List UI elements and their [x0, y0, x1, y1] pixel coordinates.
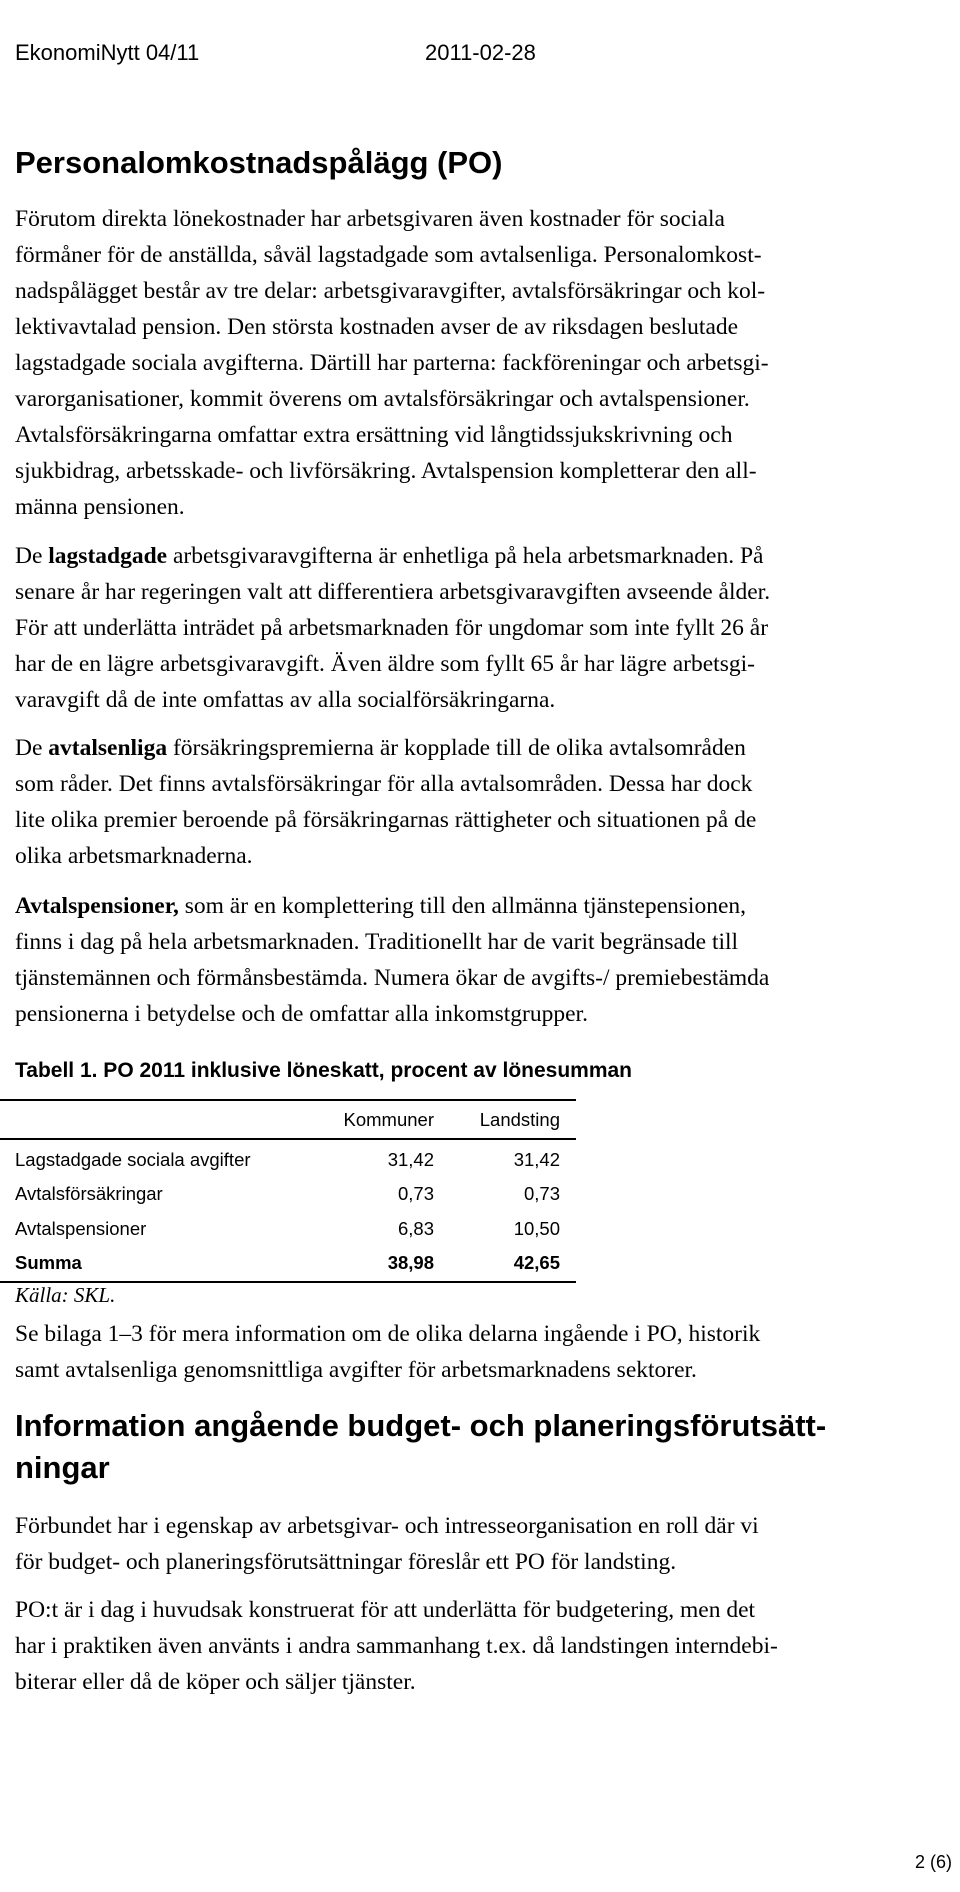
text-line: sjukbidrag, arbetsskade- och livförsäkring. Avtalspension kompletterar den all-	[15, 458, 757, 484]
text-line: olika arbetsmarknaderna.	[15, 843, 253, 869]
text-line: förmåner för de anställda, såväl lagstadgade som avtalsenliga. Personalomkost-	[15, 242, 762, 268]
text-run: De	[15, 735, 49, 761]
table-row	[0, 1212, 576, 1246]
text-line: Se bilaga 1–3 för mera information om de olika delarna ingående i PO, historik	[15, 1321, 761, 1347]
text-line: PO:t är i dag i huvudsak konstruerat för att underlätta för budgetering, men det	[15, 1597, 756, 1623]
table-row	[0, 1177, 576, 1211]
text-line: lite olika premier beroende på försäkringarnas rättigheter och situationen på de	[15, 807, 757, 833]
cell-kommuner: 31,42	[387, 1149, 434, 1170]
text-run: som är en komplettering till den allmänna tjänstepensionen,	[178, 893, 746, 919]
section-title-budget	[15, 1405, 826, 1489]
table-row	[0, 1143, 576, 1177]
text-line: lagstadgade sociala avgifterna. Därtill har parterna: fackföreningar och arbetsgi-	[15, 350, 769, 376]
emphasis-avtalsenliga: avtalsenliga	[48, 735, 168, 761]
paragraph-intro	[15, 201, 945, 525]
cell-landsting: 31,42	[513, 1149, 560, 1170]
text-line: Förbundet har i egenskap av arbetsgivar- och intresseorganisation en roll där vi	[15, 1513, 759, 1539]
cell-landsting: 10,50	[513, 1218, 560, 1239]
table-caption: Tabell 1. PO 2011 inklusive löneskatt, procent av lönesumman	[15, 1059, 633, 1082]
row-label-total: Summa	[15, 1252, 82, 1273]
cell-total-landsting: 42,65	[513, 1252, 560, 1273]
row-label: Lagstadgade sociala avgifter	[15, 1149, 251, 1170]
paragraph-lagstadgade	[15, 538, 945, 718]
text-line	[15, 538, 945, 574]
title-line: ningar	[15, 1450, 110, 1485]
text-line: samt avtalsenliga genomsnittliga avgifter för arbetsmarknadens sektorer.	[15, 1357, 697, 1383]
row-label: Avtalspensioner	[15, 1218, 147, 1239]
page-number: 2 (6)	[915, 1852, 953, 1872]
column-header-kommuner: Kommuner	[343, 1109, 434, 1130]
text-run: arbetsgivaravgifterna är enhetliga på hela arbetsmarknaden. På	[167, 543, 764, 569]
table-top-rule	[0, 1099, 576, 1101]
text-line: som råder. Det finns avtalsförsäkringar för alla avtalsområden. Dessa har dock	[15, 771, 753, 797]
text-line: har de en lägre arbetsgivaravgift. Även äldre som fyllt 65 år har lägre arbetsgi-	[15, 651, 755, 677]
text-line: varavgift då de inte omfattas av alla socialförsäkringarna.	[15, 687, 556, 713]
publication-name: EkonomiNytt 04/11	[15, 40, 200, 65]
cell-total-kommuner: 38,98	[387, 1252, 434, 1273]
row-label: Avtalsförsäkringar	[15, 1183, 163, 1204]
text-line: pensionerna i betydelse och de omfattar alla inkomstgrupper.	[15, 1001, 588, 1027]
text-line: Avtalsförsäkringarna omfattar extra ersättning vid långtidssjukskrivning och	[15, 422, 733, 448]
paragraph-bilaga	[15, 1316, 945, 1388]
table-total-row	[0, 1246, 576, 1280]
section-title-po: Personalomkostnadspålägg (PO)	[15, 145, 503, 180]
paragraph-avtalsenliga	[15, 730, 945, 874]
cell-kommuner: 6,83	[397, 1218, 434, 1239]
table-header-rule	[0, 1138, 576, 1140]
title-line: Information angående budget- och planeringsförutsätt-	[15, 1408, 827, 1443]
table-header-row	[0, 1103, 576, 1137]
column-header-landsting: Landsting	[479, 1109, 560, 1130]
text-line: varorganisationer, kommit överens om avtalsförsäkringar och avtalspensioner.	[15, 386, 750, 412]
text-run: försäkringspremierna är kopplade till de olika avtalsområden	[167, 735, 746, 761]
paragraph-avtalspensioner	[15, 888, 945, 1032]
publication-date: 2011-02-28	[425, 40, 536, 65]
text-line: för budget- och planeringsförutsättningar föreslår ett PO för landsting.	[15, 1549, 677, 1575]
text-line: männa pensionen.	[15, 494, 185, 520]
text-line: har i praktiken även använts i andra sammanhang t.ex. då landstingen interndebi-	[15, 1633, 778, 1659]
cell-kommuner: 0,73	[397, 1183, 434, 1204]
text-run: De	[15, 543, 49, 569]
paragraph-pot	[15, 1592, 945, 1700]
text-line: Förutom direkta lönekostnader har arbetsgivaren även kostnader för sociala	[15, 206, 725, 232]
text-line: finns i dag på hela arbetsmarknaden. Traditionellt har de varit begränsade till	[15, 929, 739, 955]
text-line: lektivavtalad pension. Den största kostnaden avser de av riksdagen beslutade	[15, 314, 739, 340]
cell-landsting: 0,73	[523, 1183, 560, 1204]
text-line: tjänstemännen och förmånsbestämda. Numera ökar de avgifts-/ premiebestämda	[15, 965, 770, 991]
text-line	[15, 888, 945, 924]
text-line: senare år har regeringen valt att differentiera arbetsgivaravgiften avseende ålder.	[15, 579, 771, 605]
text-line	[15, 730, 945, 766]
paragraph-forbundet	[15, 1508, 945, 1580]
text-line: biterar eller då de köper och säljer tjänster.	[15, 1669, 416, 1695]
emphasis-avtalspensioner: Avtalspensioner,	[15, 893, 179, 919]
emphasis-lagstadgade: lagstadgade	[48, 543, 168, 569]
text-line: För att underlätta inträdet på arbetsmarknaden för ungdomar som inte fyllt 26 år	[15, 615, 769, 641]
table-source: Källa: SKL.	[15, 1283, 116, 1307]
text-line: nadspålägget består av tre delar: arbetsgivaravgifter, avtalsförsäkringar och kol-	[15, 278, 766, 304]
